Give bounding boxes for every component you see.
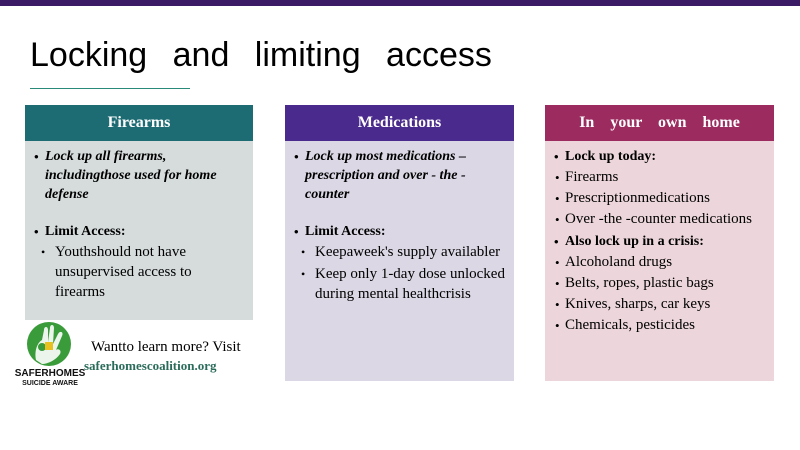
firearms-column xyxy=(25,105,253,320)
home-item: • Firearms xyxy=(553,167,766,188)
firearms-bullet-limit: • Limit Access: xyxy=(33,222,245,242)
home-item: • Knives, sharps, car keys xyxy=(553,294,766,315)
medications-bullet-lock: • Lock up most medications –prescription and over - the -counter xyxy=(293,147,506,204)
home-bullet-today: • Lock up today: xyxy=(553,147,766,167)
medications-body xyxy=(285,141,514,381)
home-heading: In your own home xyxy=(545,105,774,141)
medications-sub-supply: • Keepaweek's supply availabler xyxy=(293,242,506,262)
medications-sub-dose: • Keep only 1-day dose unlocked during mental healthcrisis xyxy=(293,264,506,304)
medications-heading: Medications xyxy=(285,105,514,141)
learn-more-text: Wantto learn more? Visit xyxy=(91,339,241,355)
logo-line-1: SAFERHOMES xyxy=(14,368,86,379)
home-bullet-crisis: • Also lock up in a crisis: xyxy=(553,232,766,252)
firearms-bullet-lock: • Lock up all firearms, includingthose used for home defense xyxy=(33,147,245,204)
firearms-body xyxy=(25,141,253,320)
logo-line-2: SUICIDE AWARE xyxy=(22,380,78,387)
website-link[interactable]: saferhomescoalition.org xyxy=(84,358,217,373)
top-accent-bar xyxy=(0,0,800,6)
home-body xyxy=(545,141,774,381)
medications-bullet-limit: • Limit Access: xyxy=(293,222,506,242)
home-item: • Alcoholand drugs xyxy=(553,252,766,273)
home-column xyxy=(545,105,774,381)
firearms-heading: Firearms xyxy=(25,105,253,141)
home-item: • Over -the -counter medications xyxy=(553,209,766,230)
home-item: • Belts, ropes, plastic bags xyxy=(553,273,766,294)
firearms-sub-youth: • Youthshould not have unsupervised access to firearms xyxy=(33,242,245,302)
logo-wordmark xyxy=(11,368,89,388)
title-underline xyxy=(30,88,190,89)
medications-column xyxy=(285,105,514,381)
page-title: Locking and limiting access xyxy=(30,36,492,74)
home-item: • Chemicals, pesticides xyxy=(553,315,766,336)
home-item: • Prescriptionmedications xyxy=(553,188,766,209)
